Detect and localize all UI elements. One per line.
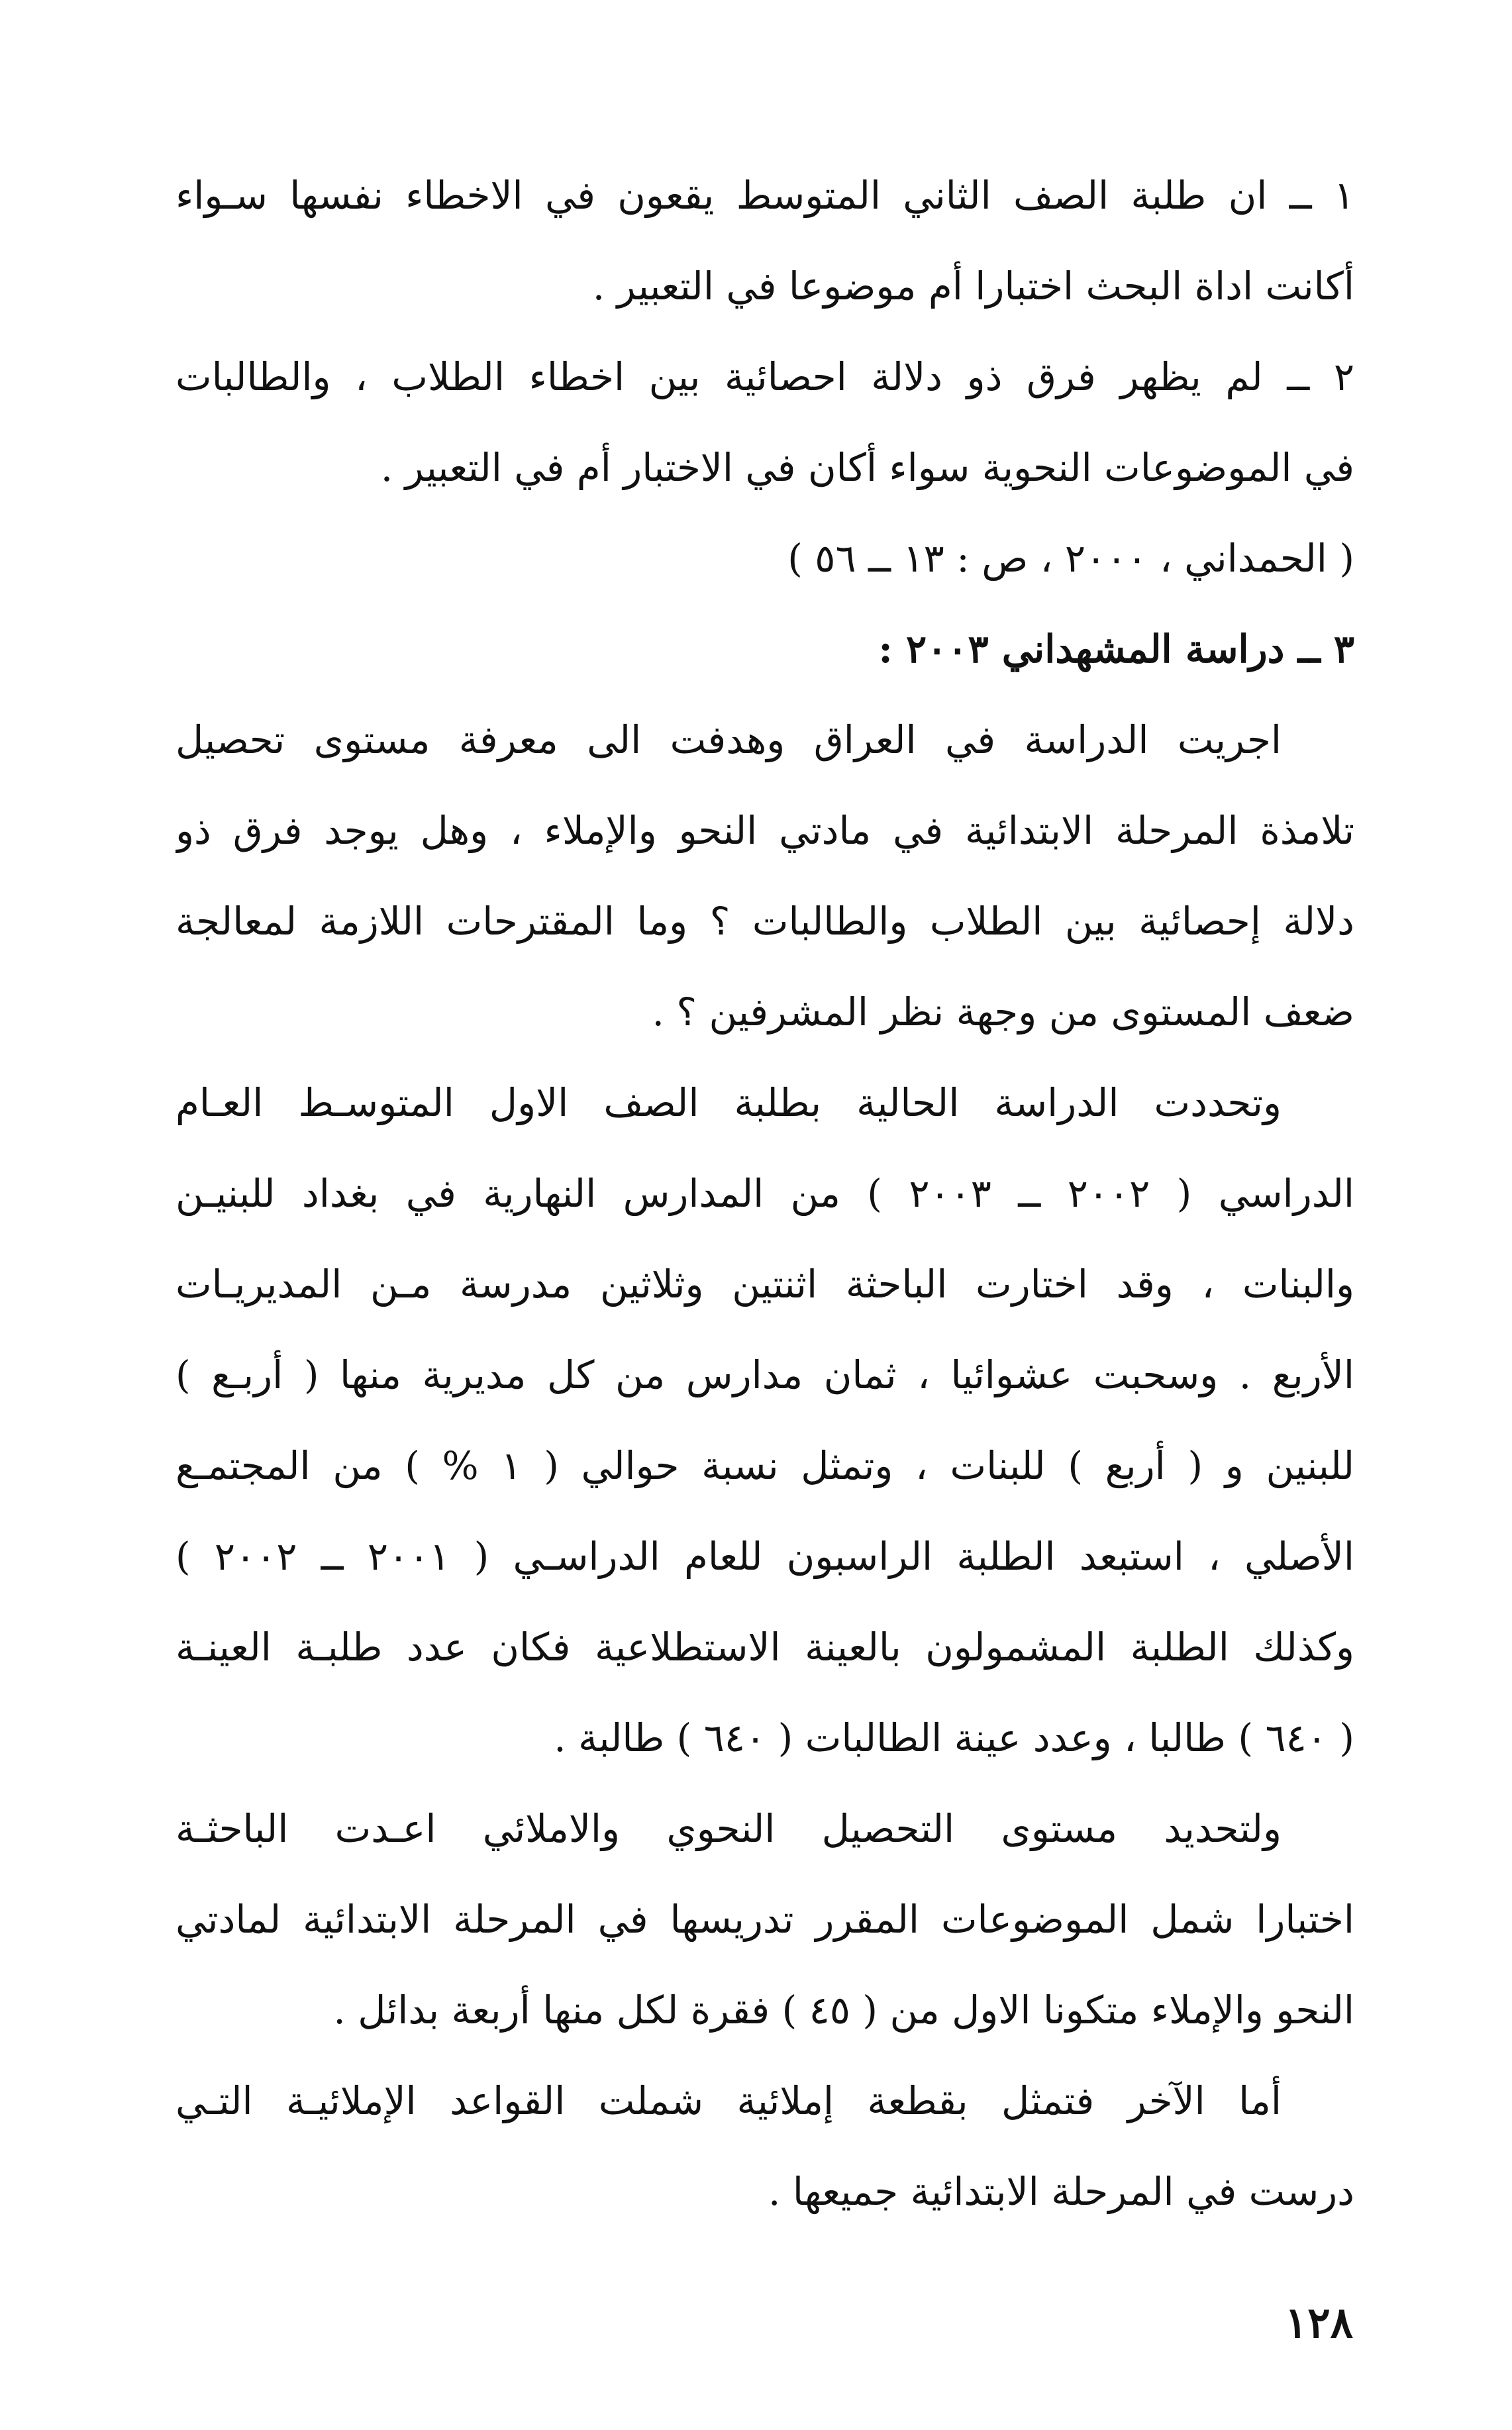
- text-line: درست في المرحلة الابتدائية جميعها .: [768, 2169, 1354, 2214]
- citation-line: ( الحمداني ، ٢٠٠٠ ، ص : ١٣ ــ ٥٦ ): [787, 536, 1354, 581]
- body-text: [176, 169, 1354, 2256]
- text-line: والبنات ، وقد اختارت الباحثة اثنتين وثلاثين مدرسة مـن المديريـات: [176, 1262, 1354, 1307]
- text-line: اجريت الدراسة في العراق وهدفت الى معرفة مستوى تحصيل: [176, 717, 1282, 762]
- section-heading: ٣ ــ دراسة المشهداني ٢٠٠٣ :: [878, 627, 1354, 672]
- text-line: للبنين و ( أربع ) للبنات ، وتمثل نسبة حوالي ( ١ % ) من المجتمـع: [176, 1443, 1354, 1488]
- text-line: ( ٦٤٠ ) طالبا ، وعدد عينة الطالبات ( ٦٤٠ ) طالبة .: [554, 1715, 1354, 1760]
- page-number: ١٢٨: [1284, 2298, 1353, 2348]
- text-line: أكانت اداة البحث اختبارا أم موضوعا في التعبير .: [592, 264, 1354, 309]
- text-line: النحو والإملاء متكونا الاول من ( ٤٥ ) فقرة لكل منها أربعة بدائل .: [333, 1988, 1354, 2033]
- text-line: أما الآخر فتمثل بقطعة إملائية شملت القواعد الإملائيـة التـي: [176, 2078, 1282, 2123]
- text-line: ١ ــ ان طلبة الصف الثاني المتوسط يقعون في الاخطاء نفسها سـواء: [176, 173, 1354, 218]
- text-line: دلالة إحصائية بين الطلاب والطالبات ؟ وما المقترحات اللازمة لمعالجة: [176, 899, 1354, 944]
- text-line: الدراسي ( ٢٠٠٢ ــ ٢٠٠٣ ) من المدارس النهارية في بغداد للبنيـن: [176, 1171, 1354, 1216]
- text-line: ولتحديد مستوى التحصيل النحوي والاملائي اعـدت الباحثـة: [176, 1806, 1282, 1851]
- text-line: وكذلك الطلبة المشمولون بالعينة الاستطلاعية فكان عدد طلبـة العينـة: [176, 1625, 1354, 1670]
- text-line: تلامذة المرحلة الابتدائية في مادتي النحو والإملاء ، وهل يوجد فرق ذو: [176, 808, 1354, 853]
- text-line: الأصلي ، استبعد الطلبة الراسبون للعام الدراسـي ( ٢٠٠١ ــ ٢٠٠٢ ): [176, 1534, 1354, 1579]
- text-line: اختبارا شمل الموضوعات المقرر تدريسها في المرحلة الابتدائية لمادتي: [176, 1897, 1354, 1942]
- text-line: ٢ ــ لم يظهر فرق ذو دلالة احصائية بين اخطاء الطلاب ، والطالبات: [176, 354, 1354, 399]
- text-line: ضعف المستوى من وجهة نظر المشرفين ؟ .: [652, 989, 1354, 1035]
- text-line: وتحددت الدراسة الحالية بطلبة الصف الاول المتوسـط العـام: [176, 1080, 1282, 1125]
- text-line: الأربع . وسحبت عشوائيا ، ثمان مدارس من كل مديرية منها ( أربـع ): [176, 1352, 1354, 1397]
- text-line: في الموضوعات النحوية سواء أكان في الاختبار أم في التعبير .: [380, 445, 1354, 490]
